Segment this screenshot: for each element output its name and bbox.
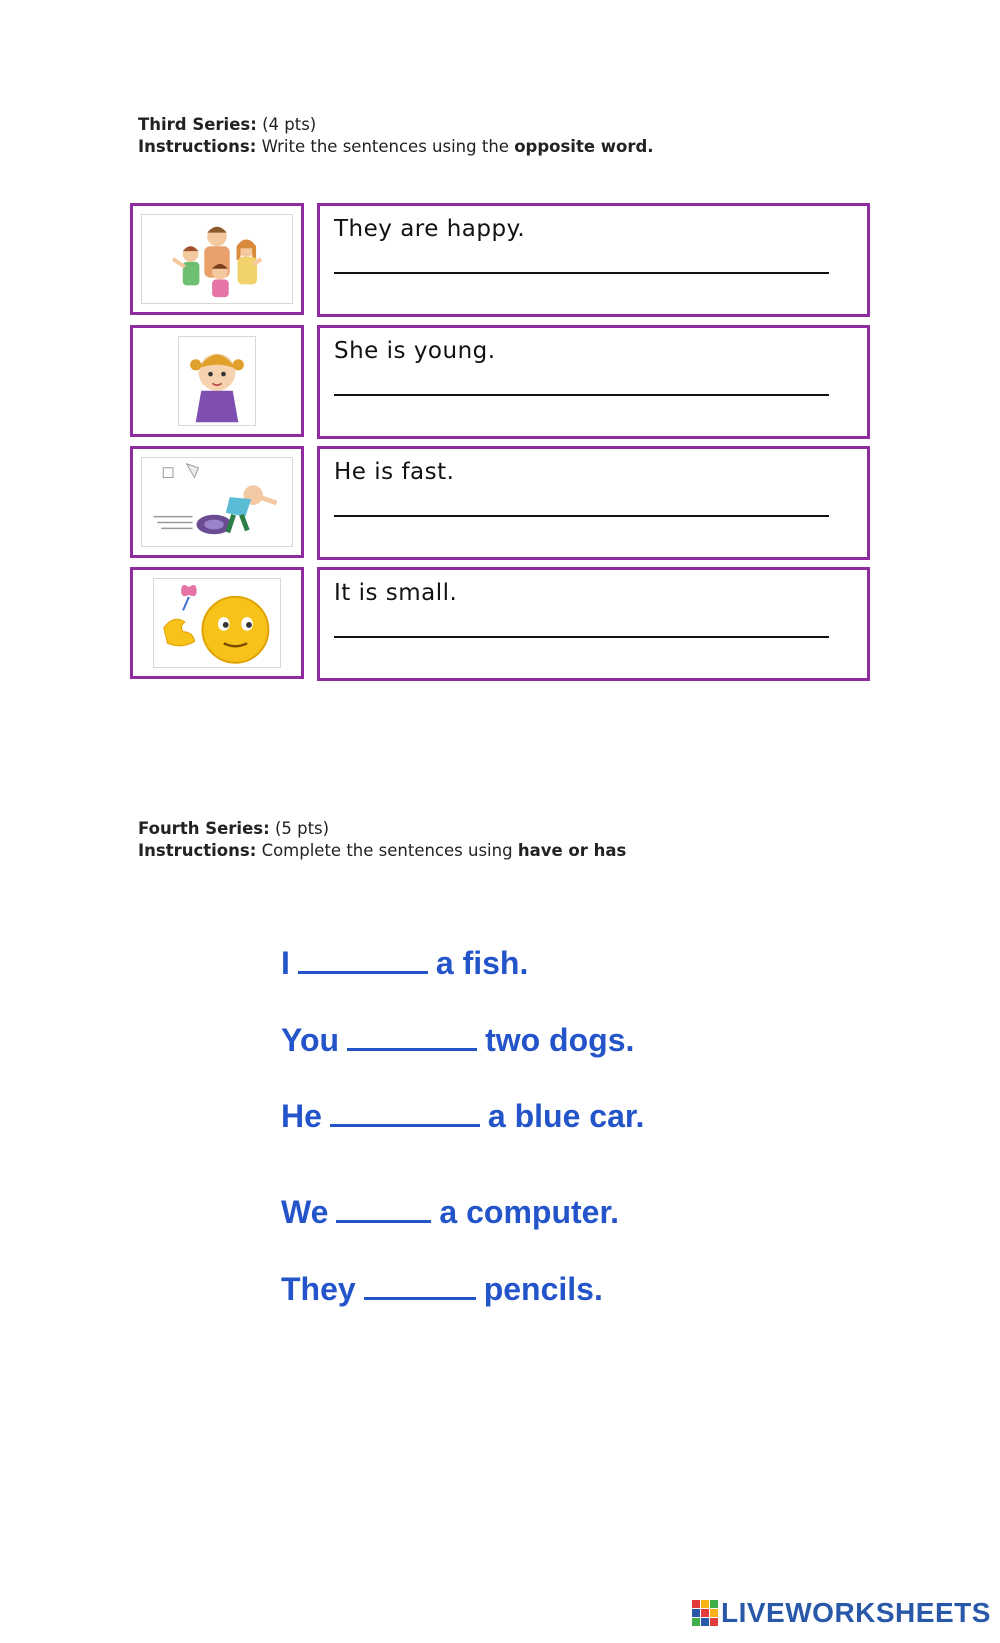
answer-blank[interactable]: [364, 1271, 476, 1300]
sentence-end: pencils.: [483, 1271, 603, 1307]
answer-blank[interactable]: [336, 1194, 431, 1223]
image-frame: [130, 203, 304, 315]
fill-sentence: [281, 1098, 644, 1135]
logo-grid-icon: [692, 1600, 718, 1626]
answer-line[interactable]: [334, 272, 829, 274]
fill-sentence: [281, 1022, 634, 1059]
sentence-end: a computer.: [439, 1194, 620, 1230]
smiley-butterfly-icon: [153, 578, 281, 668]
third-series-header: [138, 114, 654, 158]
sentence-box: [317, 567, 870, 681]
sentence-text: He is fast.: [334, 459, 455, 485]
image-frame: [130, 567, 304, 679]
sentence-end: a blue car.: [487, 1098, 645, 1134]
sentence-start: He: [281, 1098, 322, 1134]
third-series-instructions: [138, 136, 654, 158]
answer-line[interactable]: [334, 515, 829, 517]
fill-sentence: [281, 1271, 603, 1308]
answer-blank[interactable]: [347, 1022, 477, 1051]
answer-line[interactable]: [334, 394, 829, 396]
sentence-text: It is small.: [334, 580, 458, 606]
sentence-end: a fish.: [435, 945, 529, 981]
instructions-text: Complete the sentences using: [261, 841, 513, 860]
sentence-start: I: [281, 945, 290, 981]
exercise-row: [0, 446, 1000, 562]
fill-sentence: [281, 945, 528, 982]
third-series-title-line: [138, 114, 654, 136]
fill-sentence: [281, 1194, 619, 1231]
fourth-series-title-line: [138, 818, 626, 840]
instructions-text: Write the sentences using the: [261, 137, 509, 156]
fourth-series-header: [138, 818, 626, 862]
third-series-title: Third Series:: [138, 115, 257, 134]
logo-text: LIVEWORKSHEETS: [721, 1597, 991, 1628]
sentence-start: They: [281, 1271, 356, 1307]
sentence-text: They are happy.: [334, 216, 526, 242]
happy-family-icon: [141, 214, 293, 304]
instructions-bold: opposite word.: [514, 137, 654, 156]
fourth-series-title: Fourth Series:: [138, 819, 270, 838]
sentence-text: She is young.: [334, 338, 496, 364]
third-series-points: (4 pts): [262, 115, 317, 134]
sentence-start: You: [281, 1022, 340, 1058]
exercise-row: [0, 325, 1000, 441]
sentence-start: We: [281, 1194, 329, 1230]
instructions-label: Instructions:: [138, 841, 257, 860]
sentence-box: [317, 203, 870, 317]
fourth-series-points: (5 pts): [274, 819, 330, 838]
answer-line[interactable]: [334, 636, 829, 638]
instructions-label: Instructions:: [138, 137, 257, 156]
little-girl-icon: [178, 336, 256, 426]
sentence-box: [317, 446, 870, 560]
fourth-series-instructions: [138, 840, 626, 862]
sentence-box: [317, 325, 870, 439]
exercise-row: [0, 567, 1000, 683]
answer-blank[interactable]: [298, 945, 428, 974]
image-frame: [130, 325, 304, 437]
running-man-icon: [141, 457, 293, 547]
liveworksheets-logo: [692, 1593, 991, 1633]
exercise-row: [0, 203, 1000, 319]
answer-blank[interactable]: [330, 1098, 480, 1127]
instructions-bold: have or has: [517, 841, 627, 860]
image-frame: [130, 446, 304, 558]
sentence-end: two dogs.: [485, 1022, 635, 1058]
